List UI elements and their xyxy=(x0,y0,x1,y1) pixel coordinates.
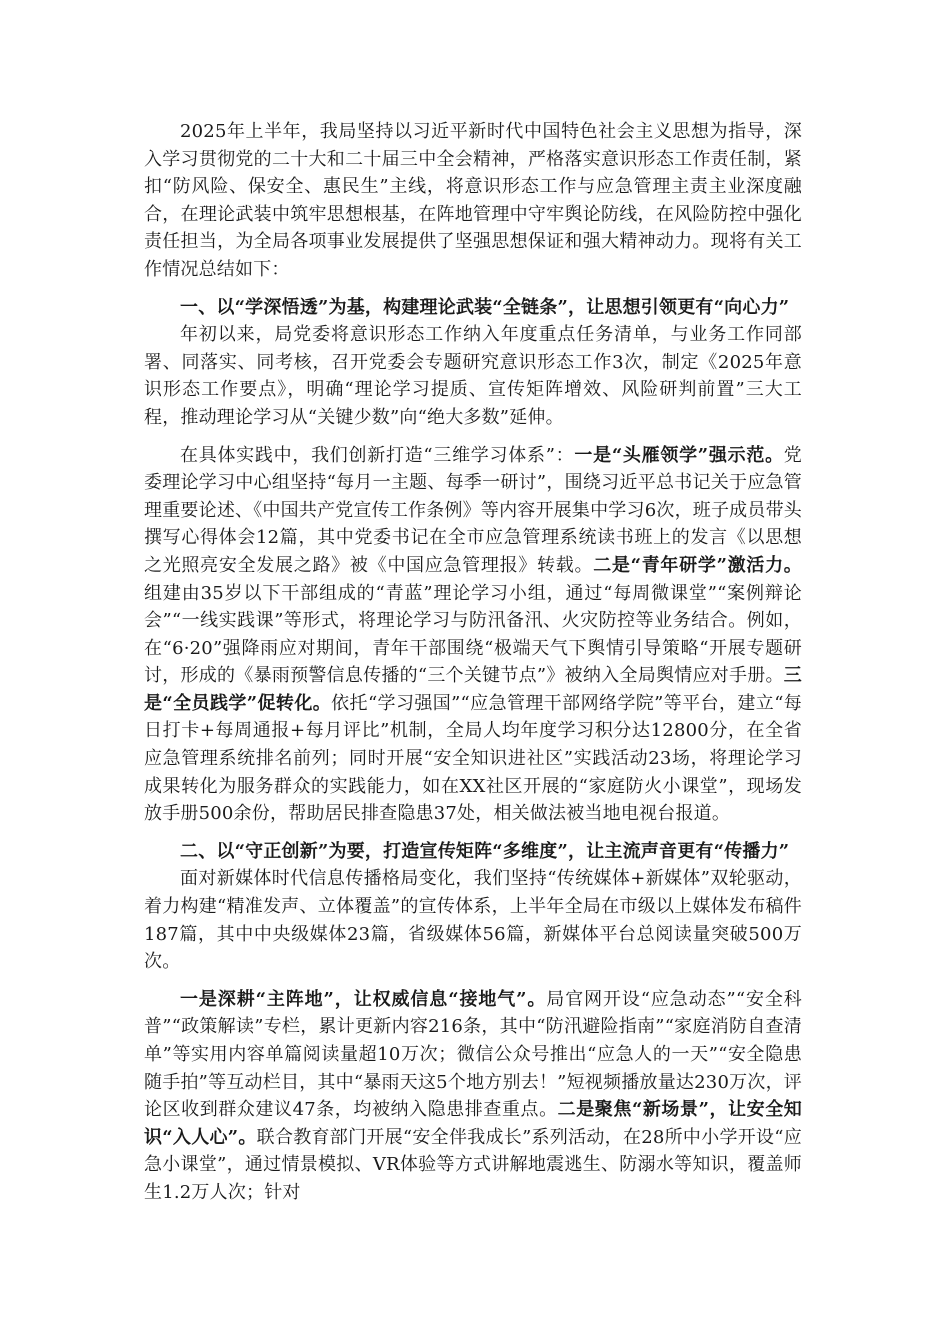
section-1-paragraph-2 xyxy=(144,442,802,828)
section-2-paragraph-1: 面对新媒体时代信息传播格局变化，我们坚持“传统媒体+新媒体”双轮驱动，着力构建“精准发声、立体覆盖”的宣传体系，上半年全局在市级以上媒体发布稿件187篇，其中中央级媒体23篇，省级媒体56篇，新媒体平台总阅读量突破500万次。 xyxy=(144,868,802,973)
paragraph-lead: 在具体实践中，我们创新打造“三维学习体系”： xyxy=(180,444,575,466)
section-2-paragraph-2 xyxy=(144,986,802,1207)
point-2-text: 组建由35岁以下干部组成的“青蓝”理论学习小组，通过“每周微课堂”“案例辩论会”“一线实践课”等形式，将理论学习与防汛备汛、火灾防控等业务结合。例如，在“6·20”强降雨应对期间，青年干部围绕“极端天气下舆情引导策略“开展专题研讨，形成的《暴雨预警信息传播的“三个关键节点”》被纳入全局舆情应对手册。 xyxy=(144,582,802,687)
section-2-heading: 二、以“守正创新”为要，打造宣传矩阵“多维度”，让主流声音更有“传播力” xyxy=(180,840,790,862)
section-2-point-2-title: 二是聚焦“新场景”，让安全知识“入人心”。 xyxy=(144,1099,802,1148)
point-3-text: 依托“学习强国”“应急管理干部网络学院”等平台，建立“每日打卡+每周通报+每月评比”机制，全局人均年度学习积分达12800分，在全省应急管理系统排名前列；同时开展“安全知识进社区”实践活动23场，将理论学习成果转化为服务群众的实践能力，如在XX社区开展的“家庭防火小课堂”，现场发放手册500余份，帮助居民排查隐患37处，相关做法被当地电视台报道。 xyxy=(144,692,803,825)
point-1-text: 党委理论学习中心组坚持“每月一主题、每季一研讨”，围绕习近平总书记关于应急管理重要论述、《中国共产党宣传工作条例》等内容开展集中学习6次，班子成员带头撰写心得体会12篇，其中党委书记在全市应急管理系统读书班上的发言《以思想之光照亮安全发展之路》被《中国应急管理报》转载。 xyxy=(144,444,802,576)
point-2-title: 二是“青年研学”激活力。 xyxy=(593,554,802,576)
section-1-paragraph-1: 年初以来，局党委将意识形态工作纳入年度重点任务清单，与业务工作同部署、同落实、同考核，召开党委会专题研究意识形态工作3次，制定《2025年意识形态工作要点》，明确“理论学习提质、宣传矩阵增效、风险研判前置”三大工程，推动理论学习从“关键少数”向“绝大多数”延伸。 xyxy=(144,324,802,428)
section-2-point-2-text: 联合教育部门开展“安全伴我成长”系列活动，在28所中小学开设“应急小课堂”，通过情景模拟、VR体验等方式讲解地震逃生、防溺水等知识，覆盖师生1.2万人次；针对 xyxy=(144,1126,802,1203)
section-2-point-1-title: 一是深耕“主阵地”，让权威信息“接地气”。 xyxy=(180,988,547,1010)
section-2-point-1-text: 局官网开设“应急动态”“安全科普”“政策解读”专栏，累计更新内容216条，其中“防汛避险指南”“家庭消防自查清单”等实用内容单篇阅读量超10万次；微信公众号推出“应急人的一天”“安全隐患随手拍”等互动栏目，其中“暴雨天这5个地方别去！”短视频播放量达230万次，评论区收到群众建议47条，均被纳入隐患排查重点。 xyxy=(144,988,802,1121)
section-1-heading: 一、以“学深悟透”为基，构建理论武装“全链条”，让思想引领更有“向心力” xyxy=(180,296,790,318)
intro-paragraph: 2025年上半年，我局坚持以习近平新时代中国特色社会主义思想为指导，深入学习贯彻党的二十大和二十届三中全会精神，严格落实意识形态工作责任制，紧扣“防风险、保安全、惠民生”主线，将意识形态工作与应急管理主责主业深度融合，在理论武装中筑牢思想根基，在阵地管理中守牢舆论防线，在风险防控中强化责任担当，为全局各项事业发展提供了坚强思想保证和强大精神动力。现将有关工作情况总结如下： xyxy=(144,121,802,280)
point-1-title: 一是“头雁领学”强示范。 xyxy=(574,444,784,466)
point-3-title: 三是“全员践学”促转化。 xyxy=(144,665,802,714)
